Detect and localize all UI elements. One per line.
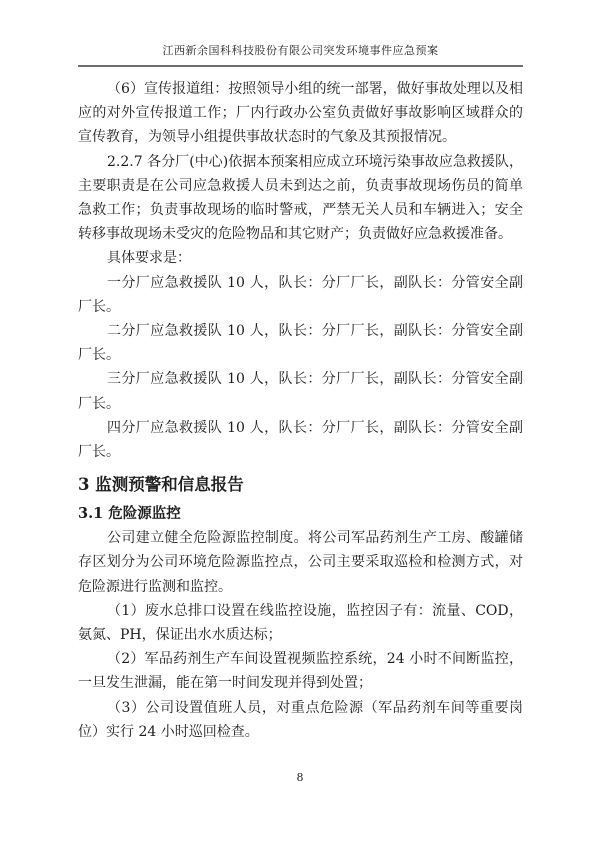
paragraph-2-2-7-rescue-teams: 2.2.7 各分厂(中心)依据本预案相应成立环境污染事故应急救援队，主要职责是在公司应急救援人员未到达之前，负责事故现场伤员的简单急救工作；负责事故现场的临时警戒，严禁无关人员和车辆进入；安全转移事故现场未受灾的危险物品和其它财产；负责做好应急救援准备。: [78, 153, 523, 243]
page-footer: [0, 771, 600, 784]
document-header-title: 江西新余国科科技股份有限公司突发环境事件应急预案: [162, 44, 439, 57]
paragraph-team-branch3: 三分厂应急救援队 10 人，队长：分厂厂长，副队长：分管安全副厂长。: [78, 371, 523, 412]
paragraph-monitoring-system: 公司建立健全危险源监控制度。将公司军品药剂生产工房、酸罐储存区划分为公司环境危险源监控点，公司主要采取巡检和检测方式，对危险源进行监测和监控。: [78, 530, 523, 595]
document-body: [78, 77, 523, 744]
subsection-heading-hazard-source-monitoring: 3.1 危险源监控: [78, 505, 181, 523]
section-heading-monitoring-warning-reporting: 3 监测预警和信息报告: [78, 475, 244, 495]
paragraph-item2-video-surveillance: （2）军品药剂生产车间设置视频监控系统，24 小时不间断监控，一旦发生泄漏，能在第一时间发现并得到处置；: [78, 651, 523, 692]
paragraph-team-branch1: 一分厂应急救援队 10 人，队长：分厂厂长，副队长：分管安全副厂长。: [78, 274, 523, 315]
page-number: 8: [296, 771, 304, 784]
paragraph-item3-patrol-inspection: （3）公司设置值班人员，对重点危险源（军品药剂车间等重要岗位）实行 24 小时巡回检查。: [78, 699, 523, 740]
page-header: [78, 42, 523, 67]
paragraph-team-branch4: 四分厂应急救援队 10 人，队长：分厂厂长，副队长：分管安全副厂长。: [78, 419, 523, 461]
paragraph-item1-wastewater-outlet: （1）废水总排口设置在线监控设施，监控因子有：流量、COD，氨氮、PH，保证出水水质达标；: [78, 602, 523, 644]
paragraph-team-branch2: 二分厂应急救援队 10 人，队长：分厂厂长，副队长：分管安全副厂长。: [78, 323, 523, 364]
paragraph-publicity-group: （6）宣传报道组：按照领导小组的统一部署，做好事故处理以及相应的对外宣传报道工作；厂内行政办公室负责做好事故影响区域群众的宣传教育，为领导小组提供事故状态时的气象及其预报情况。: [78, 81, 523, 146]
paragraph-specific-requirements: 具体要求是：: [107, 250, 191, 267]
